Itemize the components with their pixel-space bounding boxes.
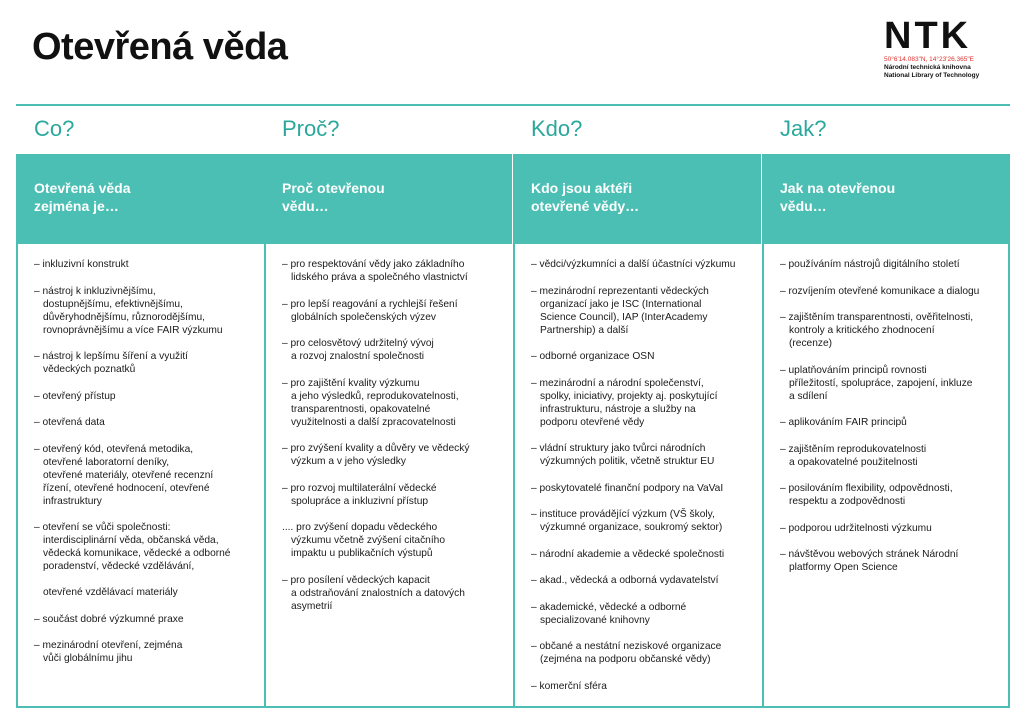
- list-item: – podporou udržitelnosti výzkumu: [780, 522, 932, 534]
- logo-name-cs: Národní technická knihovna: [884, 64, 971, 71]
- column-band: [762, 154, 1010, 244]
- list-item: – otevřený kód, otevřená metodika, otevřené laboratorní deníky, otevřené materiály, otevřené recenzní řízení, otevřené hodnocení, otevřené infrastruktury: [34, 443, 214, 507]
- bottom-divider: [16, 706, 1010, 708]
- ntk-logo: [884, 15, 1004, 80]
- column-list: [531, 258, 753, 706]
- column-body: [513, 244, 761, 706]
- list-item: – mezinárodní otevření, zejména vůči globálnímu jihu: [34, 640, 183, 664]
- column-body: [762, 244, 1010, 706]
- column-list: [34, 258, 256, 679]
- column-proc: [264, 106, 512, 706]
- list-item: – inkluzivní konstrukt: [34, 259, 129, 270]
- column-header: Kdo?: [531, 116, 583, 141]
- logo-name-en: National Library of Technology: [884, 72, 980, 79]
- column-body: [16, 244, 264, 706]
- list-item: – zajištěním reprodukovatelnosti a opakovatelné použitelnosti: [780, 443, 927, 468]
- list-item: – posilováním flexibility, odpovědnosti, respektu a zodpovědnosti: [780, 483, 953, 507]
- list-item: – používáním nástrojů digitálního století: [780, 259, 960, 270]
- list-item: – pro zvýšení kvality a důvěry ve vědecký výzkum a v jeho výsledky: [282, 443, 470, 467]
- list-item: – instituce provádějící výzkum (VŠ školy, výzkumné organizace, soukromý sektor): [531, 509, 723, 533]
- list-item: – pro celosvětový udržitelný vývoj a rozvoj znalostní společnosti: [282, 338, 434, 362]
- column-list: [282, 258, 504, 626]
- column-jak: [762, 106, 1010, 706]
- list-item: – otevřená data: [34, 417, 105, 428]
- list-item: – občané a nestátní neziskové organizace (zejména na podporu občanské vědy): [531, 641, 722, 665]
- page-title: Otevřená věda: [32, 26, 288, 68]
- column-band-text: Otevřená věda zejména je…: [34, 180, 131, 214]
- column-band: [16, 154, 264, 244]
- list-item: – rozvíjením otevřené komunikace a dialogu: [780, 285, 980, 297]
- column-band-text: Proč otevřenou vědu…: [282, 180, 385, 214]
- list-item: – pro zajištění kvality výzkumu a jeho výsledků, reprodukovatelnosti, transparentnosti, opakovatelné využitelnosti a další zpracovatelnosti: [282, 377, 459, 428]
- column-band-text: Jak na otevřenou vědu…: [780, 180, 896, 214]
- list-item: – pro rozvoj multilaterální vědecké spolupráce a inkluzivní přístup: [282, 482, 437, 507]
- column-band: [513, 154, 761, 244]
- list-item: – poskytovatelé finanční podpory na VaVaI: [531, 482, 724, 494]
- list-item: – vědci/výzkumníci a další účastníci výzkumu: [531, 259, 736, 270]
- list-item: – akademické, vědecké a odborné specializované knihovny: [531, 601, 687, 626]
- column-kdo: [513, 106, 761, 706]
- logo-mark: NTK: [884, 15, 972, 57]
- column-co: [16, 106, 264, 706]
- list-item: – mezinárodní a národní společenství, spolky, iniciativy, projekty aj. poskytující infrastrukturu, nástroje a služby na podporu otevřené vědy: [531, 377, 718, 428]
- column-band: [264, 154, 512, 244]
- column-header: Co?: [34, 116, 75, 141]
- column-header: Proč?: [282, 116, 340, 141]
- list-item: – otevření se vůči společnosti: interdisciplinární věda, občanská věda, vědecká komunikace, vědecké a odborné poradenství, vědecké vzdělávání, otevřené vzdělávací materiály: [34, 522, 231, 598]
- list-item: – zajištěním transparentnosti, ověřitelnosti, kontroly a kritického zhodnocení (recenze): [780, 312, 974, 349]
- column-header: Jak?: [780, 116, 827, 141]
- column-list: [780, 258, 1002, 588]
- list-item: – návštěvou webových stránek Národní platformy Open Science: [780, 549, 959, 573]
- list-item: – mezinárodní reprezentanti vědeckých organizací jako je ISC (International Science Council), IAP (InterAcademy Partnership) a další: [531, 285, 709, 336]
- list-item: .... pro zvýšení dopadu vědeckého výzkumu včetně zvýšení citačního impaktu u publikačních výstupů: [282, 522, 446, 559]
- list-item: – aplikováním FAIR principů: [780, 417, 907, 428]
- list-item: – součást dobré výzkumné praxe: [34, 613, 184, 625]
- list-item: – nástroj k inkluzivnějšímu, dostupnějšímu, efektivnějšímu, důvěryhodnějšímu, různorodějšímu, rovnoprávnějšímu a více FAIR výzkumu: [34, 285, 223, 336]
- list-item: – pro lepší reagování a rychlejší řešení globálních společenských výzev: [282, 298, 458, 323]
- list-item: – nástroj k lepšímu šíření a využití vědeckých poznatků: [34, 351, 189, 375]
- list-item: – odborné organizace OSN: [531, 351, 655, 362]
- list-item: – otevřený přístup: [34, 390, 116, 402]
- column-body: [264, 244, 512, 706]
- list-item: – akad., vědecká a odborná vydavatelství: [531, 575, 719, 586]
- list-item: – komerční sféra: [531, 680, 607, 692]
- column-band-text: Kdo jsou aktéři otevřené vědy…: [531, 180, 640, 214]
- logo-coordinates: 50°6'14.083"N, 14°23'26.365"E: [884, 56, 975, 63]
- list-item: – pro posílení vědeckých kapacit a odstraňování znalostních a datových asymetrií: [282, 574, 465, 612]
- list-item: – pro respektování vědy jako základního lidského práva a společného vlastnictví: [282, 259, 468, 283]
- list-item: – národní akademie a vědecké společnosti: [531, 548, 725, 560]
- list-item: – vládní struktury jako tvůrci národních výzkumných politik, včetně struktur EU: [531, 443, 715, 467]
- list-item: – uplatňováním principů rovnosti příležitostí, spolupráce, zapojení, inkluze a sdílení: [780, 364, 973, 402]
